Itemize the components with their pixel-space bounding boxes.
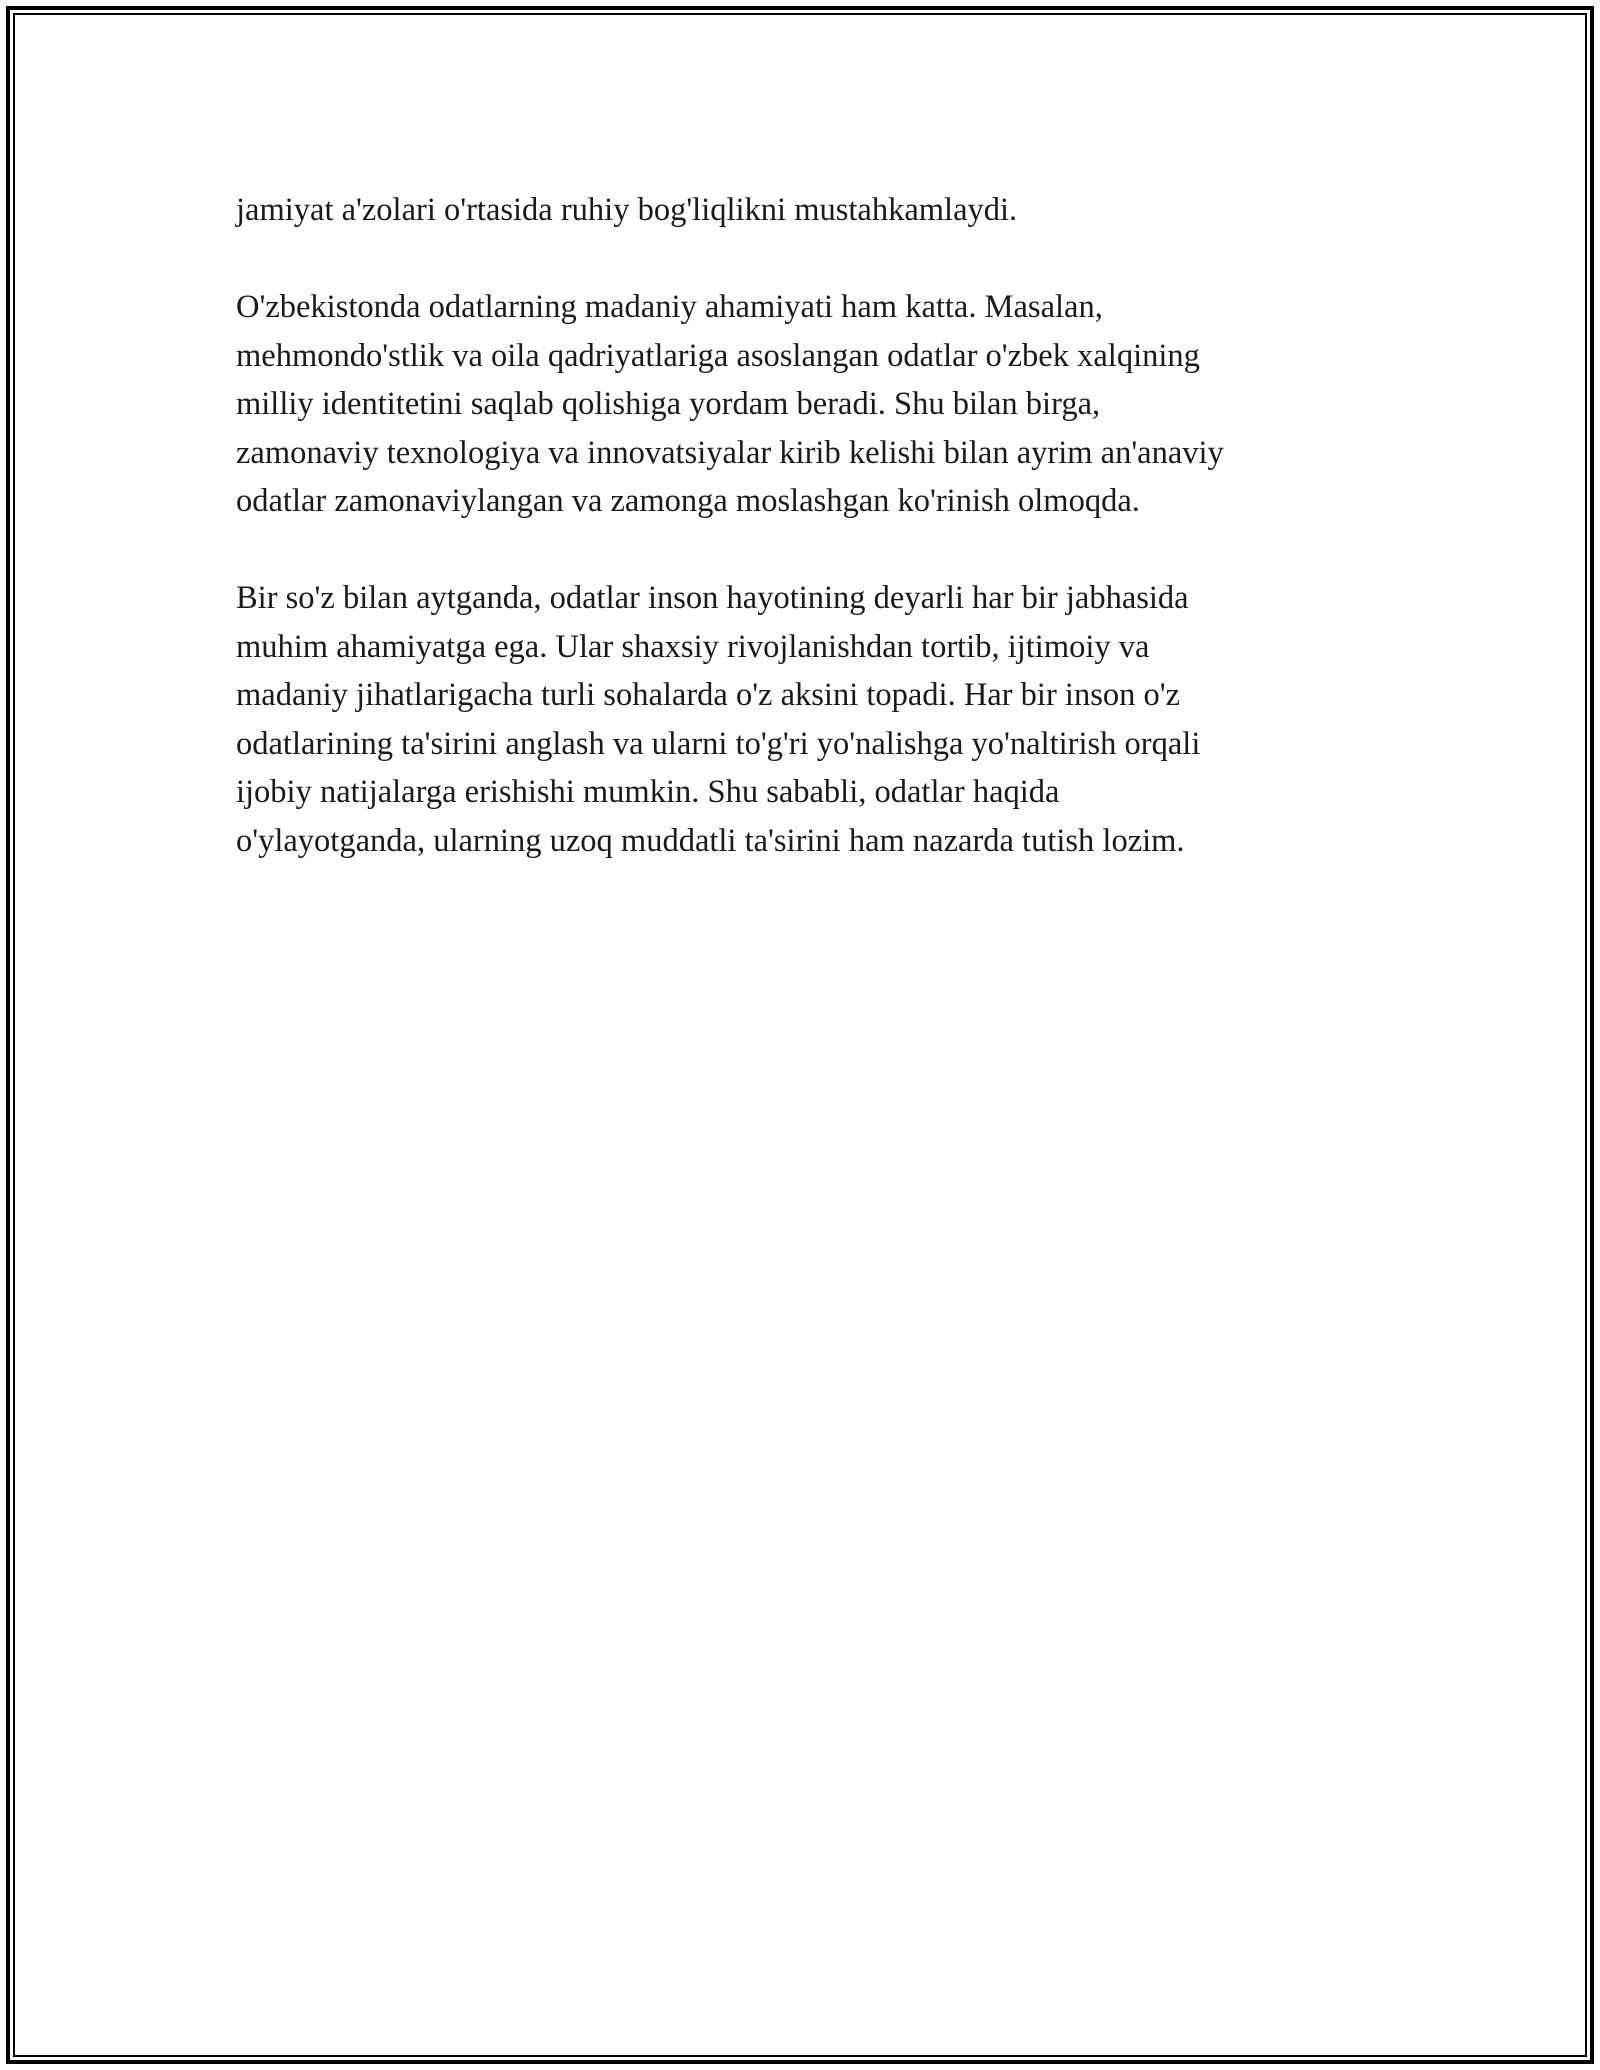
paragraph-3: Bir so'z bilan aytganda, odatlar inson hayotining deyarli har bir jabhasida muhim ahamiyatga ega. Ular shaxsiy rivojlanishdan tortib, ijtimoiy va madaniy jihatlarigacha turli sohalarda o'z aksini topadi. Har bir inson o'z odatlarining ta'sirini anglash va ularni to'g'ri yo'nalishga yo'naltirish orqali ijobiy natijalarga erishishi mumkin. Shu sababli, odatlar haqida o'ylayotganda, ularning uzoq muddatli ta'sirini ham nazarda tutish lozim.: [236, 580, 1201, 859]
paragraph-2: O'zbekistonda odatlarning madaniy ahamiyati ham katta. Masalan, mehmondo'stlik va oila qadriyatlariga asoslangan odatlar o'zbek xalqining milliy identitetini saqlab qolishiga yordam beradi. Shu bilan birga, zamonaviy texnologiya va innovatsiyalar kirib kelishi bilan ayrim an'anaviy odatlar zamonaviylangan va zamonga moslashgan ko'rinish olmoqda.: [236, 289, 1224, 519]
document-body: [236, 186, 1376, 914]
paragraph-1: jamiyat a'zolari o'rtasida ruhiy bog'liqlikni mustahkamlaydi.: [236, 192, 1018, 228]
